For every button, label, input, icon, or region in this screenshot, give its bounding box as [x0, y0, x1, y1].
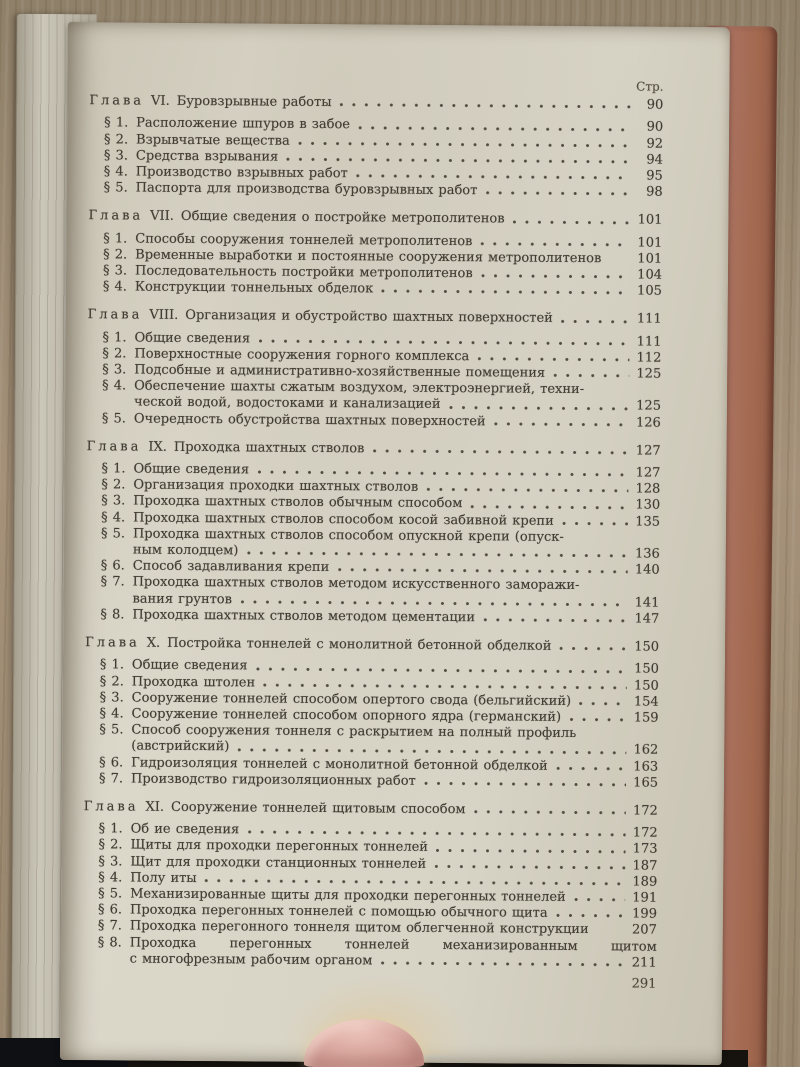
section-number: § 1.	[103, 230, 128, 247]
section-title: Общие сведения	[134, 330, 251, 347]
book-page-number: 291	[631, 976, 657, 992]
section-title: Проходка перегонных тоннелей с помощью обычного щита	[129, 902, 548, 921]
dot-leader	[358, 125, 631, 132]
section-title-continuation: с многофрезным рабочим органом	[129, 951, 373, 969]
toc-chapter-heading	[88, 209, 662, 230]
footer-row	[82, 972, 656, 993]
page-number: 147	[634, 611, 660, 627]
page-number: 199	[632, 906, 658, 922]
section-title: Проходка шахтных стволов способом опускной крепи (опуск-	[132, 526, 564, 545]
dot-leader	[448, 405, 629, 411]
section-title-continuation: (австрийский)	[131, 738, 230, 755]
page-number: 136	[634, 546, 660, 562]
dot-leader	[562, 521, 628, 527]
dot-leader	[494, 421, 629, 427]
section-number: § 2.	[98, 837, 123, 853]
chapter-numeral: VI.	[151, 93, 170, 110]
dot-leader	[381, 289, 630, 296]
section-title: Общие сведения	[131, 657, 248, 674]
chapter-word: Глава	[87, 307, 143, 324]
page-number: 165	[633, 775, 659, 791]
section-number: § 8.	[97, 934, 122, 950]
dot-leader	[574, 897, 625, 902]
dot-leader	[556, 913, 625, 919]
page-number: 104	[637, 267, 663, 283]
dot-leader	[485, 191, 630, 197]
section-number: § 6.	[100, 558, 125, 574]
page-number: 211	[631, 955, 657, 971]
toc-entry	[85, 607, 659, 628]
dot-leader	[553, 373, 629, 379]
dot-leader	[257, 470, 628, 478]
section-title: Производство гидроизоляционных работ	[130, 771, 416, 789]
page-number: 90	[646, 97, 664, 113]
page-number: 172	[632, 825, 658, 841]
section-number: § 1.	[98, 821, 123, 837]
page-number: 98	[646, 184, 663, 200]
page-number: 111	[636, 311, 662, 328]
section-number: § 2.	[104, 131, 129, 148]
dot-leader	[340, 103, 632, 110]
page-number: 140	[634, 562, 660, 578]
section-number: § 1.	[104, 115, 129, 131]
section-number: § 5.	[103, 180, 128, 196]
dot-leader	[609, 258, 630, 263]
page-number: 128	[635, 481, 661, 497]
dot-leader	[424, 781, 626, 788]
page-number: 163	[633, 758, 659, 775]
section-number: § 5.	[98, 886, 123, 902]
section-number: § 3.	[98, 853, 123, 869]
section-number: § 6.	[97, 902, 123, 918]
section-title-continuation: ческой водой, водостоками и канализацией	[133, 394, 441, 413]
section-number: § 7.	[97, 918, 123, 934]
section-title: Производство взрывных работ	[135, 164, 348, 182]
toc-chapter-heading	[84, 799, 658, 820]
page-number: 150	[634, 661, 659, 677]
toc-chapter-heading	[87, 439, 661, 460]
page-number: 95	[646, 168, 663, 184]
page-number: 125	[636, 366, 662, 382]
chapter-title: Сооружение тоннелей щитовым способом	[170, 799, 466, 818]
section-title: Паспорта для производства буровзрывных работ	[135, 180, 478, 199]
section-number: § 4.	[103, 164, 128, 180]
page-number: 127	[635, 443, 661, 459]
section-title: Проходка шахтных стволов методом искусственного заморажи-	[132, 575, 580, 594]
page-number: 154	[633, 694, 659, 710]
section-title: Конструкции тоннельных обделок	[134, 279, 374, 297]
toc-chapter-heading	[88, 308, 662, 329]
section-title-continuation: вания грунтов	[132, 591, 233, 607]
section-number: § 2.	[102, 346, 127, 362]
section-title: Временные выработки и постоянные сооружения метрополитенов	[135, 247, 602, 267]
section-number: § 4.	[101, 509, 126, 526]
dot-leader	[380, 960, 624, 967]
chapter-title: Буровзрывные работы	[176, 94, 332, 111]
section-number: § 7.	[99, 770, 124, 787]
dot-leader	[436, 847, 626, 853]
toc-entry	[84, 771, 658, 792]
toc-entry	[87, 411, 661, 432]
section-number: § 3.	[102, 263, 128, 279]
dot-leader	[569, 717, 627, 722]
page-number: 101	[637, 235, 663, 251]
dot-leader	[247, 830, 625, 838]
dot-leader	[263, 682, 627, 690]
section-number: § 3.	[101, 493, 126, 509]
dot-leader	[474, 809, 626, 815]
section-number: § 4.	[102, 378, 127, 394]
page-number: 191	[632, 890, 658, 906]
dot-leader	[434, 864, 625, 871]
section-title: Поверхностные сооружения горного комплекса	[134, 346, 470, 365]
section-number: § 2.	[99, 673, 124, 689]
section-title: Проходка шахтных стволов способом косой забивной крепи	[133, 510, 554, 529]
page-number: 187	[632, 857, 658, 874]
chapter-numeral: VII.	[150, 209, 175, 225]
page-number: 135	[635, 514, 661, 530]
dot-leader	[356, 173, 631, 180]
page-number: 189	[632, 874, 658, 890]
dot-leader	[480, 241, 630, 247]
section-number: § 3.	[103, 148, 129, 164]
section-title: Подсобные и административно-хозяйственные помещения	[134, 362, 546, 381]
dot-leader	[426, 487, 628, 494]
dot-leader	[561, 319, 630, 325]
dot-leader	[240, 599, 628, 607]
page-number: 90	[646, 119, 664, 136]
section-title: Щиты для проходки перегонных тоннелей	[130, 837, 429, 856]
page-number: 150	[633, 677, 659, 694]
page-number: 94	[646, 152, 663, 168]
dot-leader	[205, 878, 626, 886]
section-title-continuation: ным колодцем)	[132, 542, 239, 559]
section-number: § 7.	[100, 574, 125, 590]
section-number: § 4.	[102, 279, 128, 295]
dot-leader	[258, 338, 629, 346]
page-number: 127	[635, 465, 661, 481]
page-number: 207	[631, 922, 657, 938]
section-title: Расположение шпуров в забое	[136, 115, 351, 133]
chapter-title: Организация и обустройство шахтных поверхностей	[185, 308, 553, 327]
section-title: Проходка шахтных стволов обычным способом	[133, 493, 463, 512]
chapter-word: Глава	[83, 799, 139, 815]
dot-leader	[513, 219, 631, 225]
page-number: 126	[635, 415, 661, 431]
section-number: § 3.	[99, 689, 124, 706]
toc-list	[83, 93, 664, 971]
section-title: Способ сооружения тоннеля с раскрытием на полный профиль	[131, 722, 577, 742]
section-number: § 1.	[102, 329, 127, 346]
section-title: Средства взрывания	[135, 148, 279, 165]
chapter-word: Глава	[88, 208, 144, 225]
section-number: § 8.	[100, 607, 125, 623]
dot-leader	[597, 930, 625, 935]
section-number: § 4.	[98, 869, 123, 886]
dot-leader	[477, 356, 629, 362]
section-title: Гидроизоляция тоннелей с монолитной бетонной обделкой	[131, 755, 548, 774]
section-title: Обеспечение шахты сжатым воздухом, электроэнергией, техни-	[134, 378, 585, 398]
section-number: § 6.	[99, 754, 124, 770]
page-number: 172	[632, 803, 658, 819]
page-number: 101	[637, 251, 663, 267]
section-title: Очередность обустройства шахтных поверхностей	[133, 411, 486, 429]
chapter-numeral: XI.	[145, 799, 165, 815]
section-number: § 3.	[102, 362, 127, 378]
section-title: Сооружение тоннелей способом опорного ядра (германский)	[131, 706, 562, 725]
dot-leader	[337, 568, 627, 575]
chapter-word: Глава	[85, 635, 140, 651]
page-number: 101	[637, 212, 663, 229]
chapter-numeral: IX.	[148, 439, 167, 455]
dot-leader	[286, 157, 631, 165]
page-number: 173	[632, 841, 658, 857]
dot-leader	[372, 448, 628, 455]
section-title: Об ие сведения	[130, 821, 240, 838]
section-title: Общие сведения	[133, 461, 250, 478]
section-title: Взрывчатые вещества	[136, 132, 290, 149]
section-number: § 2.	[101, 477, 126, 493]
page-number: 141	[634, 595, 660, 611]
page-number: 159	[633, 710, 659, 726]
page-number: 125	[636, 398, 662, 415]
dot-leader	[481, 273, 630, 279]
section-number: § 4.	[99, 706, 124, 722]
section-number: § 5.	[101, 410, 126, 427]
page-number: 130	[635, 497, 661, 514]
toc-entry	[88, 279, 662, 300]
section-title: Механизированные щиты для проходки перегонных тоннелей	[130, 886, 566, 905]
dot-leader	[298, 141, 631, 149]
dot-leader	[579, 701, 627, 706]
page-number: 105	[637, 283, 662, 299]
chapter-title: Проходка шахтных стволов	[173, 439, 365, 457]
section-title: Организация проходки шахтных стволов	[133, 477, 419, 496]
table-of-contents	[82, 74, 663, 993]
dot-leader	[470, 504, 628, 510]
section-title: Способы сооружения тоннелей метрополитенов	[135, 231, 473, 249]
chapter-numeral: VIII.	[149, 308, 179, 324]
dot-leader	[483, 617, 627, 623]
page-number: 112	[636, 350, 662, 366]
dot-leader	[559, 646, 627, 652]
toc-chapter-heading	[89, 93, 663, 114]
section-title: Сооружение тоннелей способом опертого свода (бельгийский)	[131, 690, 572, 709]
page-column-header: Стр.	[636, 79, 664, 94]
section-title: Последовательность постройки метрополитенов	[134, 263, 473, 282]
section-number: § 2.	[103, 247, 128, 263]
section-title: Проходка штолен	[131, 674, 256, 690]
dot-leader	[256, 666, 627, 674]
section-title: Проходка перегонного тоннеля щитом облегченной конструкции	[129, 918, 589, 938]
chapter-title: Постройка тоннелей с монолитной бетонной обделкой	[167, 635, 552, 654]
chapter-title: Общие сведения о постройке метрополитенов	[180, 209, 505, 227]
page-number: 92	[646, 136, 664, 152]
toc-entry	[89, 180, 663, 201]
section-title: Щит для проходки станционных тоннелей	[130, 854, 427, 872]
section-number: § 5.	[100, 526, 126, 542]
toc-chapter-heading	[85, 635, 659, 656]
dot-leader	[237, 747, 626, 755]
section-title: Способ задавливания крепи	[132, 558, 330, 576]
book-page	[60, 22, 730, 1065]
page-number: 111	[636, 334, 662, 350]
section-number: § 1.	[101, 461, 126, 477]
chapter-word: Глава	[89, 93, 145, 109]
section-title: Проходка перегонных тоннелей механизированным щитом	[129, 935, 657, 955]
section-title: Полу иты	[130, 870, 197, 886]
dot-leader	[246, 551, 627, 559]
chapter-numeral: X.	[146, 635, 161, 651]
chapter-word: Глава	[86, 439, 142, 455]
page-number: 162	[633, 742, 659, 758]
section-number: § 5.	[99, 722, 124, 738]
dot-leader	[556, 766, 626, 772]
page-number: 150	[634, 639, 660, 655]
section-number: § 1.	[99, 657, 125, 673]
section-title: Проходка шахтных стволов методом цементации	[132, 607, 476, 626]
